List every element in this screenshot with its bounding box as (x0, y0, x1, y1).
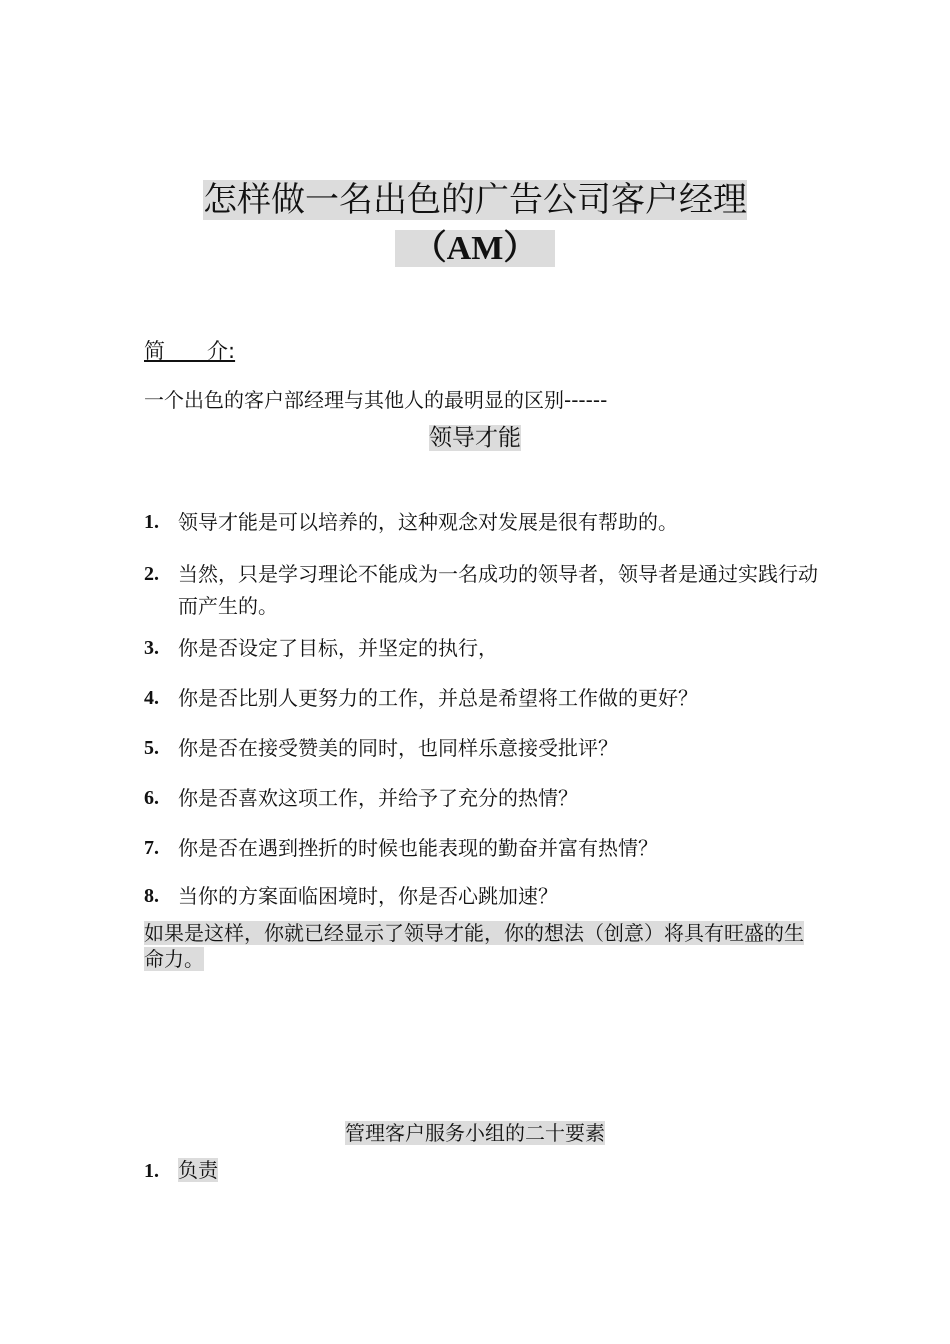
list-number: 2. (144, 563, 159, 585)
leadership-heading (0, 422, 950, 454)
list-text: 当然，只是学习理论不能成为一名成功的领导者，领导者是通过实践行动而产生的。 (178, 562, 818, 618)
leadership-highlight: 领导才能 (429, 425, 521, 451)
section-heading-text: 管理客户服务小组的二十要素 (345, 1121, 605, 1145)
list-text: 你是否喜欢这项工作，并给予了充分的热情？ (178, 786, 578, 810)
list-item (144, 832, 824, 864)
document-title-subtitle (0, 226, 950, 272)
list-text: 领导才能是可以培养的，这种观念对发展是很有帮助的。 (178, 510, 678, 534)
list-text: 你是否在遇到挫折的时候也能表现的勤奋并富有热情？ (178, 836, 658, 860)
intro-label: 简 介: (144, 339, 236, 363)
list-item (144, 782, 824, 814)
title-line-1: 怎样做一名出色的广告公司客户经理 (203, 180, 747, 220)
list-text: 当你的方案面临困境时，你是否心跳加速？ (178, 884, 558, 908)
list-item (144, 682, 824, 714)
section-list-number: 1. (144, 1160, 159, 1182)
title-line-2: （AM） (395, 230, 556, 267)
list-item (144, 732, 824, 764)
conclusion-text: 如果是这样，你就已经显示了领导才能，你的想法（创意）将具有旺盛的生命力。 (144, 921, 804, 971)
list-number: 5. (144, 737, 159, 759)
list-item (144, 506, 824, 538)
list-number: 7. (144, 837, 159, 859)
list-number: 1. (144, 511, 159, 533)
section-list-text: 负责 (178, 1158, 218, 1182)
section-heading (0, 1118, 950, 1148)
document-title (0, 176, 950, 224)
conclusion-paragraph (144, 920, 810, 972)
list-number: 3. (144, 637, 159, 659)
list-text: 你是否设定了目标，并坚定的执行， (178, 636, 498, 660)
list-text: 你是否比别人更努力的工作，并总是希望将工作做的更好？ (178, 686, 698, 710)
section-list-item (144, 1154, 218, 1187)
list-number: 4. (144, 687, 159, 709)
list-text: 你是否在接受赞美的同时，也同样乐意接受批评？ (178, 736, 618, 760)
list-number: 8. (144, 885, 159, 907)
list-item (144, 880, 824, 912)
list-item (144, 632, 824, 664)
intro-text: 一个出色的客户部经理与其他人的最明显的区别------ (144, 388, 608, 412)
list-number: 6. (144, 787, 159, 809)
list-item (144, 558, 824, 622)
